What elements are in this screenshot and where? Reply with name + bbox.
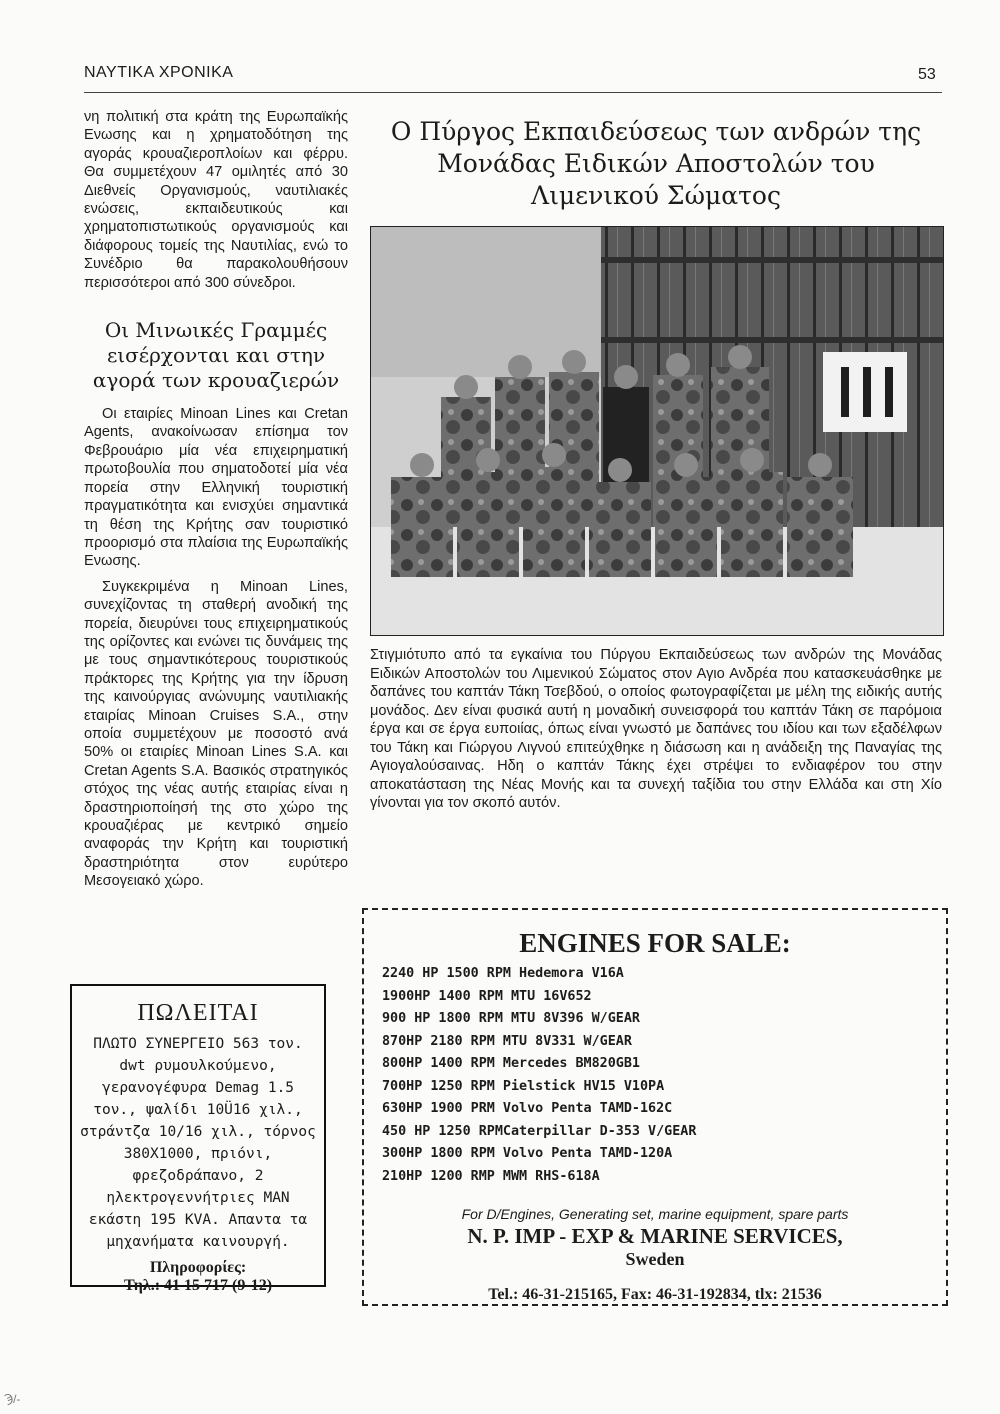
engine-item: 1900HP 1400 RPM MTU 16V652 bbox=[382, 988, 592, 1004]
minoan-article-heading: Οι Μινωικές Γραμμές εισέρχονται και στην αγορά των κρουαζιερών bbox=[92, 318, 340, 393]
left-column bbox=[84, 108, 348, 898]
engine-item: 450 HP 1250 RPMCaterpillar D-353 V/GEAR bbox=[382, 1123, 697, 1139]
engine-item: 210HP 1200 RMP MWM RHS-618A bbox=[382, 1168, 600, 1184]
photo-caption: Στιγμιότυπο από τα εγκαίνια του Πύργου Εκπαιδεύσεως των ανδρών της Μονάδας Ειδικών Αποστολών του Λιμενικού Σώματος στον Αγιο Ανδρέα που κατασκευάσθηκε με δαπάνες του καπτάν Τάκη Τσεβδού, ο οποίος φωτογραφίζεται με μέλη της ειδικής αυτής μονάδος. Δεν είναι φυσικά αυτή η μοναδική συνεισφορά του καπτάν Τάκη σε παρόμοια έργα και σε έργα ευποιίας, όπως είναι γνωστό με δαπάνες του ιδίου και των εξαδέλφων του Τάκη και Γιώργου Λιγνού επιτεύχθηκε η διάσωση και η ανάδειξη της Παναγίας της Αγιογαλούσαινας. Ηδη ο καπτάν Τάκης έχει στρέψει το ενδιαφέρον του στην αποκατάσταση της Νέας Μονής και τα συνεχή ταξίδια του στην Ελλάδα και στη Χίο γίνονται για τον σκοπό αυτόν. bbox=[370, 647, 942, 811]
group-photo bbox=[370, 226, 944, 636]
intro-paragraph: νη πολιτική στα κράτη της Ευρωπαϊκής Ενωσης και η χρηματοδότηση της αγοράς κρουαζιεροπλοίων και φέρρυ. Θα συμμετέχουν 47 ομιλητές από 30 Διεθνείς Οργανισμούς, ναυτιλιακές ενώσεις, εκπαιδευτικούς και χρηματοπιστωτικούς οργανισμούς και διάφορους τομείς της Ναυτιλίας, ενώ το Συνέδριο θα παρακολουθήσουν περισσότεροι από 300 σύνεδροι. bbox=[84, 109, 348, 291]
engine-item: 870HP 2180 RPM MTU 8V331 W/GEAR bbox=[382, 1033, 632, 1049]
main-article-heading: Ο Πύργος Εκπαιδεύσεως των ανδρών της Μονάδας Ειδικών Αποστολών του Λιμενικού Σώματος bbox=[390, 117, 922, 210]
engine-item: 800HP 1400 RPM Mercedes BM820GB1 bbox=[382, 1056, 640, 1071]
for-sale-body: ΠΛΩΤΟ ΣΥΝΕΡΓΕΙΟ 563 τον. dwt ρυμουλκούμενο, γερανογέφυρα Demag 1.5 τον., ψαλίδι 10Ü16 χιλ., στράντζα 10/16 χιλ., τόρνος 380Χ1000, πριόνι, φρεζοδράπανο, 2 ηλεκτρογεννήτριες MAN εκάστη 195 KVA. Απαντα τα μηχανήματα καινουργή. bbox=[80, 1036, 316, 1250]
page-number: 53 bbox=[918, 66, 936, 83]
for-sale-title: ΠΩΛΕΙΤΑΙ bbox=[137, 1000, 259, 1026]
engine-item: 630HP 1900 PRM Volvo Penta TAMD-162C bbox=[382, 1101, 673, 1116]
header-divider bbox=[84, 92, 942, 93]
engines-contact: Tel.: 46-31-215165, Fax: 46-31-192834, tlx: 21536 bbox=[488, 1286, 822, 1303]
minoan-paragraph-2: Συγκεκριμένα η Minoan Lines, συνεχίζοντας τη σταθερή ανοδική της πορεία, διευρύνει τους επιχειρηματικούς της ορίζοντες και ενώνει τις δυνάμεις της με τους σημαντικότερους τουριστικούς πράκτορες της Κρήτης για την ίδρυση της καινούργιας ανώνυμης ναυτιλιακής εταιρίας Minoan Cruises S.A., στην οποία συμμετέχουν με ποσοστό ανά 50% οι εταιρίες Minoan Lines S.A. και Cretan Agents S.A. Βασικός στρατηγικός στόχος της νέας αυτής εταιρίας είναι η δραστηριοποίησή της στο χώρο της κρουαζιέρας με κεντρικό σημείο αναφοράς την Κρήτη και τουριστική δραστηριότητα στον ευρύτερο Μεσογειακό χώρο. bbox=[84, 578, 348, 890]
engine-item: 300HP 1800 RPM Volvo Penta TAMD-120A bbox=[382, 1146, 673, 1161]
photo-illustration bbox=[371, 227, 943, 635]
company-country: Sweden bbox=[625, 1249, 685, 1269]
for-sale-phone: Τηλ.: 41 15 717 (9-12) bbox=[123, 1277, 273, 1294]
for-sale-info-label: Πληροφορίες: bbox=[149, 1259, 247, 1276]
engines-footer: For D/Engines, Generating set, marine equipment, spare parts bbox=[461, 1206, 849, 1222]
engine-item: 2240 HP 1500 RPM Hedemora V16A bbox=[382, 966, 624, 981]
company-name: N. P. IMP - EXP & MARINE SERVICES, bbox=[467, 1224, 843, 1248]
minoan-paragraph-1: Οι εταιρίες Minoan Lines και Cretan Agents, ανακοίνωσαν επίσημα τον Φεβρουάριο μία νέα επιχειρηματική πρωτοβουλία που σηματοδοτεί μία νέα πορεία στην Ελληνική τουριστική πραγματικότητα και ενισχύει σημαντικά τη θέση της Κρήτης σαν τουριστικό προορισμό στα πλαίσια της Ευρωπαϊκής Ενωσης. bbox=[84, 406, 348, 570]
magazine-title: ΝΑΥΤΙΚΑ ΧΡΟΝΙΚΑ bbox=[84, 64, 234, 81]
engines-ad bbox=[362, 908, 948, 1306]
for-sale-ad bbox=[70, 984, 326, 1294]
engine-item: 700HP 1250 RPM Pielstick HV15 V10PA bbox=[382, 1078, 665, 1094]
engines-title: ENGINES FOR SALE: bbox=[519, 928, 791, 958]
engine-item: 900 HP 1800 RPM MTU 8V396 W/GEAR bbox=[382, 1011, 640, 1026]
scan-mark: Ϡ/- bbox=[4, 1392, 21, 1406]
engines-list bbox=[376, 963, 934, 1188]
